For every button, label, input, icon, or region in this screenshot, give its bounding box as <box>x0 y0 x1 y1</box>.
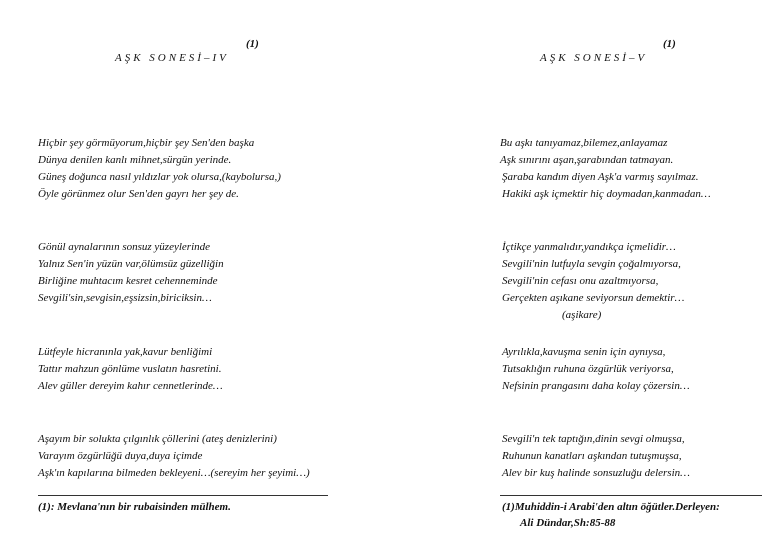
left-footnote: (1): Mevlana'nın bir rubaisinden mülhem. <box>38 501 231 513</box>
left-stanza-4-line-1: Aşayım bir solukta çılgınlık çöllerini (ateş denizlerini) <box>38 433 277 445</box>
left-stanza-1-line-4: Öyle görünmez olur Sen'den gayrı her şey de. <box>38 188 239 200</box>
left-stanza-1-line-1: Hiçbir şey görmüyorum,hiçbir şey Sen'den başka <box>38 137 255 149</box>
right-stanza-4-line-1: Sevgili'n tek taptığın,dinin sevgi olmuşsa, <box>502 433 685 445</box>
right-stanza-3-line-1: Ayrılıkla,kavuşma senin için aynıysa, <box>502 346 666 358</box>
left-stanza-2-line-2: Yalnız Sen'in yüzün var,ölümsüz güzelliğin <box>38 258 224 270</box>
left-stanza-2-line-4: Sevgili'sin,sevgisin,eşsizsin,biriciksin… <box>38 292 212 304</box>
right-stanza-1-line-1: Bu aşkı tanıyamaz,bilemez,anlayamaz <box>500 137 668 149</box>
right-stanza-3-line-3: Nefsinin prangasını daha kolay çözersin… <box>502 380 690 392</box>
right-note-marker: (1) <box>663 38 676 50</box>
right-stanza-2-line-2: Sevgili'nin lutfuyla sevgin çoğalmıyorsa, <box>502 258 681 270</box>
right-title: AŞK SONESİ–V <box>540 52 648 64</box>
right-stanza-2-line-5: (aşikare) <box>562 309 602 321</box>
right-stanza-4-line-3: Alev bir kuş halinde sonsuzluğu delersin… <box>502 467 690 479</box>
right-stanza-2-line-3: Sevgili'nin cefası onu azaltmıyorsa, <box>502 275 659 287</box>
left-stanza-4-line-3: Aşk'ın kapılarına bilmeden bekleyeni…(sereyim her şeyimi…) <box>38 467 310 479</box>
left-stanza-2-line-1: Gönül aynalarının sonsuz yüzeylerinde <box>38 241 211 253</box>
right-stanza-1-line-2: Aşk sınırını aşan,şarabından tatmayan. <box>500 154 674 166</box>
right-stanza-4-line-2: Ruhunun kanatları aşkından tutuşmuşsa, <box>502 450 682 462</box>
right-stanza-3-line-2: Tutsaklığın ruhuna özgürlük veriyorsa, <box>502 363 674 375</box>
right-footnote-rule <box>500 495 762 496</box>
right-stanza-1-line-4: Hakiki aşk içmektir hiç doymadan,kanmadan… <box>502 188 711 200</box>
left-note-marker: (1) <box>246 38 259 50</box>
left-footnote-rule <box>38 495 328 496</box>
right-footnote-line-1: (1)Muhiddin-i Arabi'den altın öğütler.Derleyen: <box>502 501 720 513</box>
right-stanza-1-line-3: Şaraba kandım diyen Aşk'a varmış sayılmaz. <box>502 171 699 183</box>
left-stanza-1-line-3: Güneş doğunca nasıl yıldızlar yok olursa,(kaybolursa,) <box>38 171 281 183</box>
right-stanza-2-line-1: İçtikçe yanmalıdır,yandıkça içmelidir… <box>502 241 676 253</box>
left-stanza-4-line-2: Varayım özgürlüğü duya,duya içimde <box>38 450 203 462</box>
right-footnote-line-2: Ali Dündar,Sh:85-88 <box>520 517 616 529</box>
left-title: AŞK SONESİ–IV <box>115 52 229 64</box>
left-stanza-1-line-2: Dünya denilen kanlı mihnet,sürgün yerinde. <box>38 154 232 166</box>
left-stanza-3-line-1: Lütfeyle hicranınla yak,kavur benliğimi <box>38 346 213 358</box>
left-stanza-2-line-3: Birliğine muhtacım kesret cehenneminde <box>38 275 218 287</box>
left-stanza-3-line-2: Tattır mahzun gönlüme vuslatın hasretini. <box>38 363 222 375</box>
left-stanza-3-line-3: Alev güller dereyim kahır cennetlerinde… <box>38 380 223 392</box>
right-stanza-2-line-4: Gerçekten aşıkane seviyorsun demektir… <box>502 292 685 304</box>
